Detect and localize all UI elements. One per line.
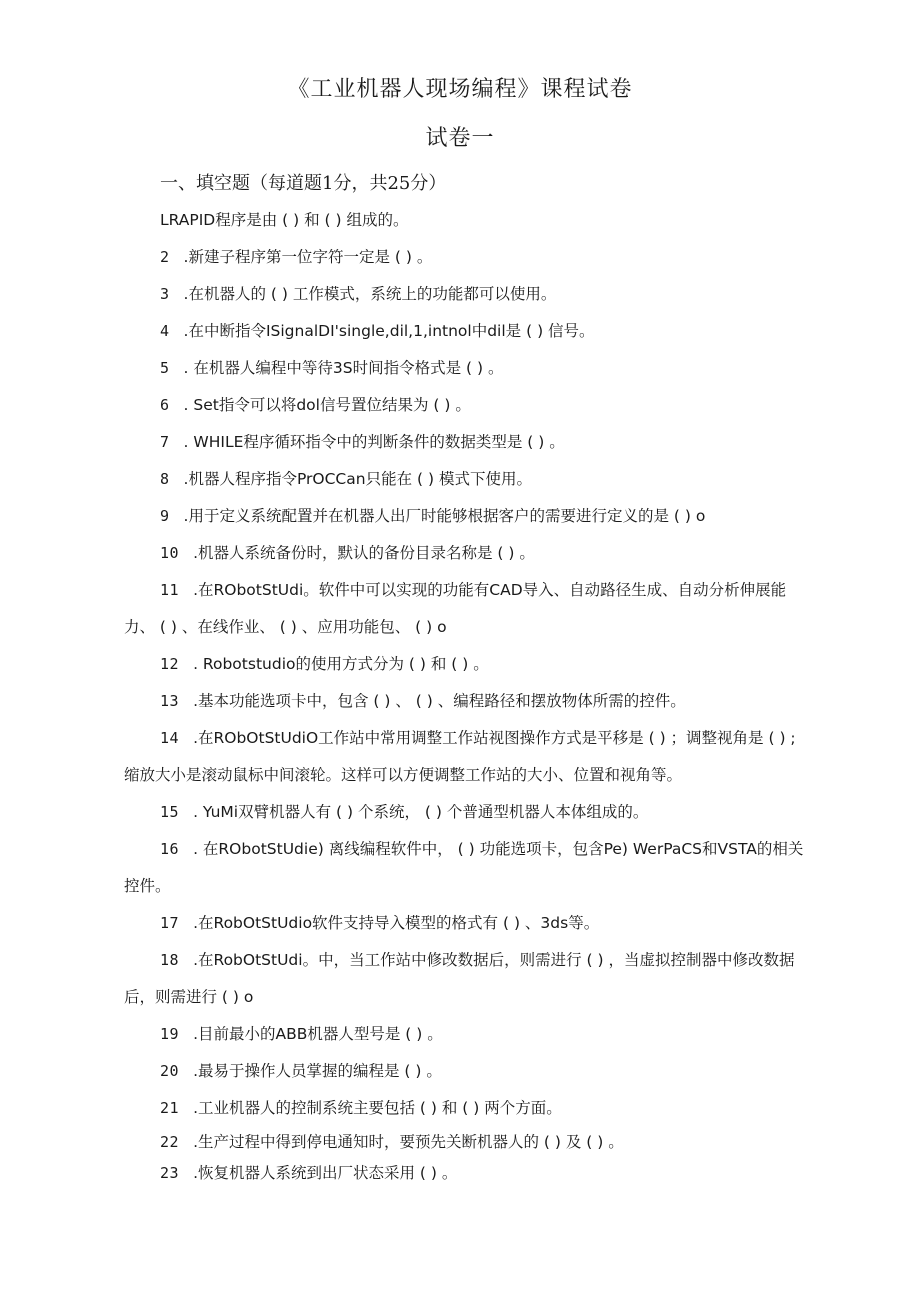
question-item [124, 1127, 810, 1158]
question-item [124, 535, 810, 572]
question-number: 16 [160, 840, 180, 858]
document-title: 《工业机器人现场编程》课程试卷 [287, 77, 633, 102]
question-number: 17 [160, 914, 180, 932]
question-item [124, 572, 810, 646]
question-number: 14 [160, 729, 180, 747]
question-number: 13 [160, 692, 180, 710]
question-number: 12 [160, 655, 180, 673]
question-item [124, 942, 810, 1016]
question-number: 18 [160, 951, 180, 969]
question-number: 9 [160, 507, 170, 525]
question-text: .机器人系统备份时，默认的备份目录名称是 ( ) 。 [193, 544, 535, 562]
question-number: 10 [160, 544, 180, 562]
question-text: .在RObOtStUdiO工作站中常用调整工作站视图操作方式是平移是 ( ) ；调整视角是 ( ) ;缩放大小是滚动鼠标中间滚轮。这样可以方便调整工作站的大小、位置和视角等。 [124, 729, 796, 784]
question-item [124, 1016, 810, 1053]
question-number: 4 [160, 322, 170, 340]
question-number: 15 [160, 803, 180, 821]
exam-subtitle: 试卷一 [425, 126, 495, 151]
question-item [124, 720, 810, 794]
question-number: 20 [160, 1062, 180, 1080]
question-item [124, 646, 810, 683]
question-text: .在RObotStUdi。软件中可以实现的功能有CAD导入、自动路径生成、自动分析伸展能力、 ( ) 、在线作业、 ( ) 、应用功能包、 ( ) o [124, 581, 787, 636]
question-item [124, 313, 810, 350]
question-text: .工业机器人的控制系统主要包括 ( ) 和 ( ) 两个方面。 [193, 1099, 562, 1117]
question-text: .机器人程序指令PrOCCan只能在 ( ) 模式下使用。 [183, 470, 532, 488]
question-item [124, 1090, 810, 1127]
question-item [124, 831, 810, 905]
question-text: . Set指令可以将dol信号置位结果为 ( ) 。 [183, 396, 471, 414]
question-text: .目前最小的ABB机器人型号是 ( ) 。 [193, 1025, 443, 1043]
question-item [124, 424, 810, 461]
question-list [124, 202, 810, 1189]
question-number: 21 [160, 1099, 180, 1117]
question-item [124, 276, 810, 313]
question-number: 7 [160, 433, 170, 451]
question-item [124, 350, 810, 387]
question-text: . 在RObotStUdie) 离线编程软件中， ( ) 功能选项卡，包含Pe) WerPaCS和VSTA的相关控件。 [124, 840, 804, 895]
question-number: 5 [160, 359, 170, 377]
question-text: .基本功能选项卡中，包含 ( ) 、 ( ) 、编程路径和摆放物体所需的控件。 [193, 692, 686, 710]
question-text: .恢复机器人系统到出厂状态采用 ( ) 。 [193, 1164, 458, 1182]
question-item [124, 1053, 810, 1090]
question-item [124, 905, 810, 942]
question-text: .在RobOtStUdi。中，当工作站中修改数据后，则需进行 ( ) ，当虚拟控制器中修改数据后，则需进行 ( ) o [124, 951, 795, 1006]
question-number: 22 [160, 1133, 180, 1151]
question-number: 6 [160, 396, 170, 414]
question-text: .在机器人的 ( ) 工作模式，系统上的功能都可以使用。 [183, 285, 557, 303]
question-item [124, 202, 810, 239]
question-item [124, 794, 810, 831]
question-text: .在RobOtStUdio软件支持导入模型的格式有 ( ) 、3ds等。 [193, 914, 600, 932]
question-text: LRAPID程序是由 ( ) 和 ( ) 组成的。 [160, 211, 409, 229]
question-number: 8 [160, 470, 170, 488]
question-number: 23 [160, 1164, 180, 1182]
question-item [124, 683, 810, 720]
question-text: .在中断指令ISignalDI'single,dil,1,intnol中dil是 ( ) 信号。 [183, 322, 595, 340]
question-item [124, 239, 810, 276]
question-item [124, 498, 810, 535]
question-number: 11 [160, 581, 180, 599]
question-text: .最易于操作人员掌握的编程是 ( ) 。 [193, 1062, 442, 1080]
question-text: . Robotstudio的使用方式分为 ( ) 和 ( ) 。 [193, 655, 489, 673]
question-item [124, 387, 810, 424]
question-text: . 在机器人编程中等待3S时间指令格式是 ( ) 。 [183, 359, 504, 377]
section-heading: 一、填空题（每道题1分，共25分） [160, 173, 447, 194]
question-number: 3 [160, 285, 170, 303]
question-text: .用于定义系统配置并在机器人出厂时能够根据客户的需要进行定义的是 ( ) o [183, 507, 706, 525]
question-number: 2 [160, 248, 170, 266]
question-text: .生产过程中得到停电通知时，要预先关断机器人的 ( ) 及 ( ) 。 [193, 1133, 624, 1151]
question-item [124, 1158, 810, 1189]
question-item [124, 461, 810, 498]
question-text: . YuMi双臂机器人有 ( ) 个系统， ( ) 个普通型机器人本体组成的。 [193, 803, 649, 821]
question-text: . WHILE程序循环指令中的判断条件的数据类型是 ( ) 。 [183, 433, 565, 451]
question-number: 19 [160, 1025, 180, 1043]
question-text: .新建子程序第一位字符一定是 ( ) 。 [183, 248, 433, 266]
